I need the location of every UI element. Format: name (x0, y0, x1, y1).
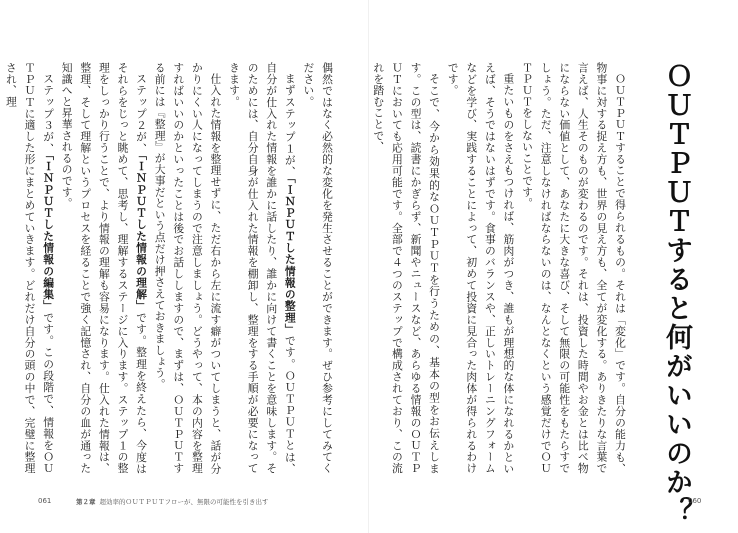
paragraph: 偶然ではなく必然的な変化を発生させることができます。ぜひ参考にしてみてください。 (302, 62, 334, 474)
step-heading-emphasis: 「ＩＮＰＵＴした情報の整理」 (283, 177, 297, 335)
page-number-right: 060 (688, 497, 702, 505)
right-page-body (372, 62, 629, 474)
left-page-body (4, 62, 336, 474)
chapter-label: 第２章 (76, 498, 96, 506)
paragraph-text: です。整理を終えたら、今度はそれらをじっと眺めて、思考し、理解するステージに入ります。ステップ１の整理をしっかり行うことで、より情報の理解も容易になります。仕入れた情報は、整理、そして理解というプロセスを経ることで強く記憶され、自分の血が通った知識へと昇華されるのです。 (60, 62, 149, 474)
step-heading-emphasis: 「ＩＮＰＵＴした情報の理解」 (135, 154, 149, 312)
chapter-section-title: ＯＵＴＰＵＴすると何がいいのか？ (661, 62, 692, 526)
paragraph: そこで、今から効果的なＯＵＴＰＵＴを行うための、基本の型をお伝えします。この型は、読書にかぎらず、新聞やニュースなど、あらゆる情報のＯＵＴＰＵＴにおいても応用可能です。全部で４つのステップで構成されており、この流れを踏むことで、 (372, 62, 442, 474)
paragraph-text: です。ＯＵＴＰＵＴとは、自分が仕入れた情報を誰かに話したり、誰かに向けて書くことを意味します。そのためには、自分自身が仕入れた情報を棚卸し、整理をする手順が必要になってきます。 (228, 62, 297, 474)
paragraph-text: まずステップ１が、 (283, 72, 297, 178)
paragraph: 重たいものをさえもつければ、筋肉がつき、誰もが理想的な体になれるかといえば、そうではないはずです。食事のバランスや、正しいトレーニングフォームなどを学び、実践することによって、初めて投資に見合った肉体が得られるわけです。 (446, 62, 516, 474)
paragraph (57, 62, 150, 474)
paragraph-text: ステップ３が、 (42, 72, 56, 155)
page-number-left: 061 (38, 497, 52, 505)
running-footer (76, 497, 269, 506)
paragraph: 仕入れた情報を整理せずに、ただ右から左に流す癖がついてしまうと、話が分かりにくい人になってしまうので注意しましょう。どうやって、本の内容を整理すればいいのかといったことは後でお話ししますので、まずは、ＯＵＴＰＵＴする前には『整理』が大事だという点だけ押さえておきましょう。 (153, 62, 223, 474)
paragraph-text: です。この段階で、情報をＯＵＴＰＵＴに適した形にまとめていきます。どれだけ自分の頭の中で、完璧に整理され、理 (4, 62, 56, 474)
step-heading-emphasis: 「ＩＮＰＵＴした情報の編集」 (42, 154, 56, 312)
paragraph: ＯＵＴＰＵＴすることで得られるもの。それは「変化」です。自分の能力も、物事に対する捉え方も、世界の見え方も、全てが変化する。ありきたりな言葉で言えば、人生そのものが変わるのです。それは、投資した時間やお金とは比べ物にならない価値として、あなたに大きな喜び、そして無限の可能性をもたらすでしょう。ただ、注意しなければならないのは、なんとなくという感覚だけでＯＵＴＰＵＴをしないことです。 (521, 62, 627, 474)
paragraph (1, 62, 57, 474)
paragraph-text: ステップ２が、 (135, 72, 149, 155)
paragraph (224, 62, 298, 474)
running-title: 超効率的ＯＵＴＰＵＴフローが、無限の可能性を引き出す (99, 498, 269, 506)
